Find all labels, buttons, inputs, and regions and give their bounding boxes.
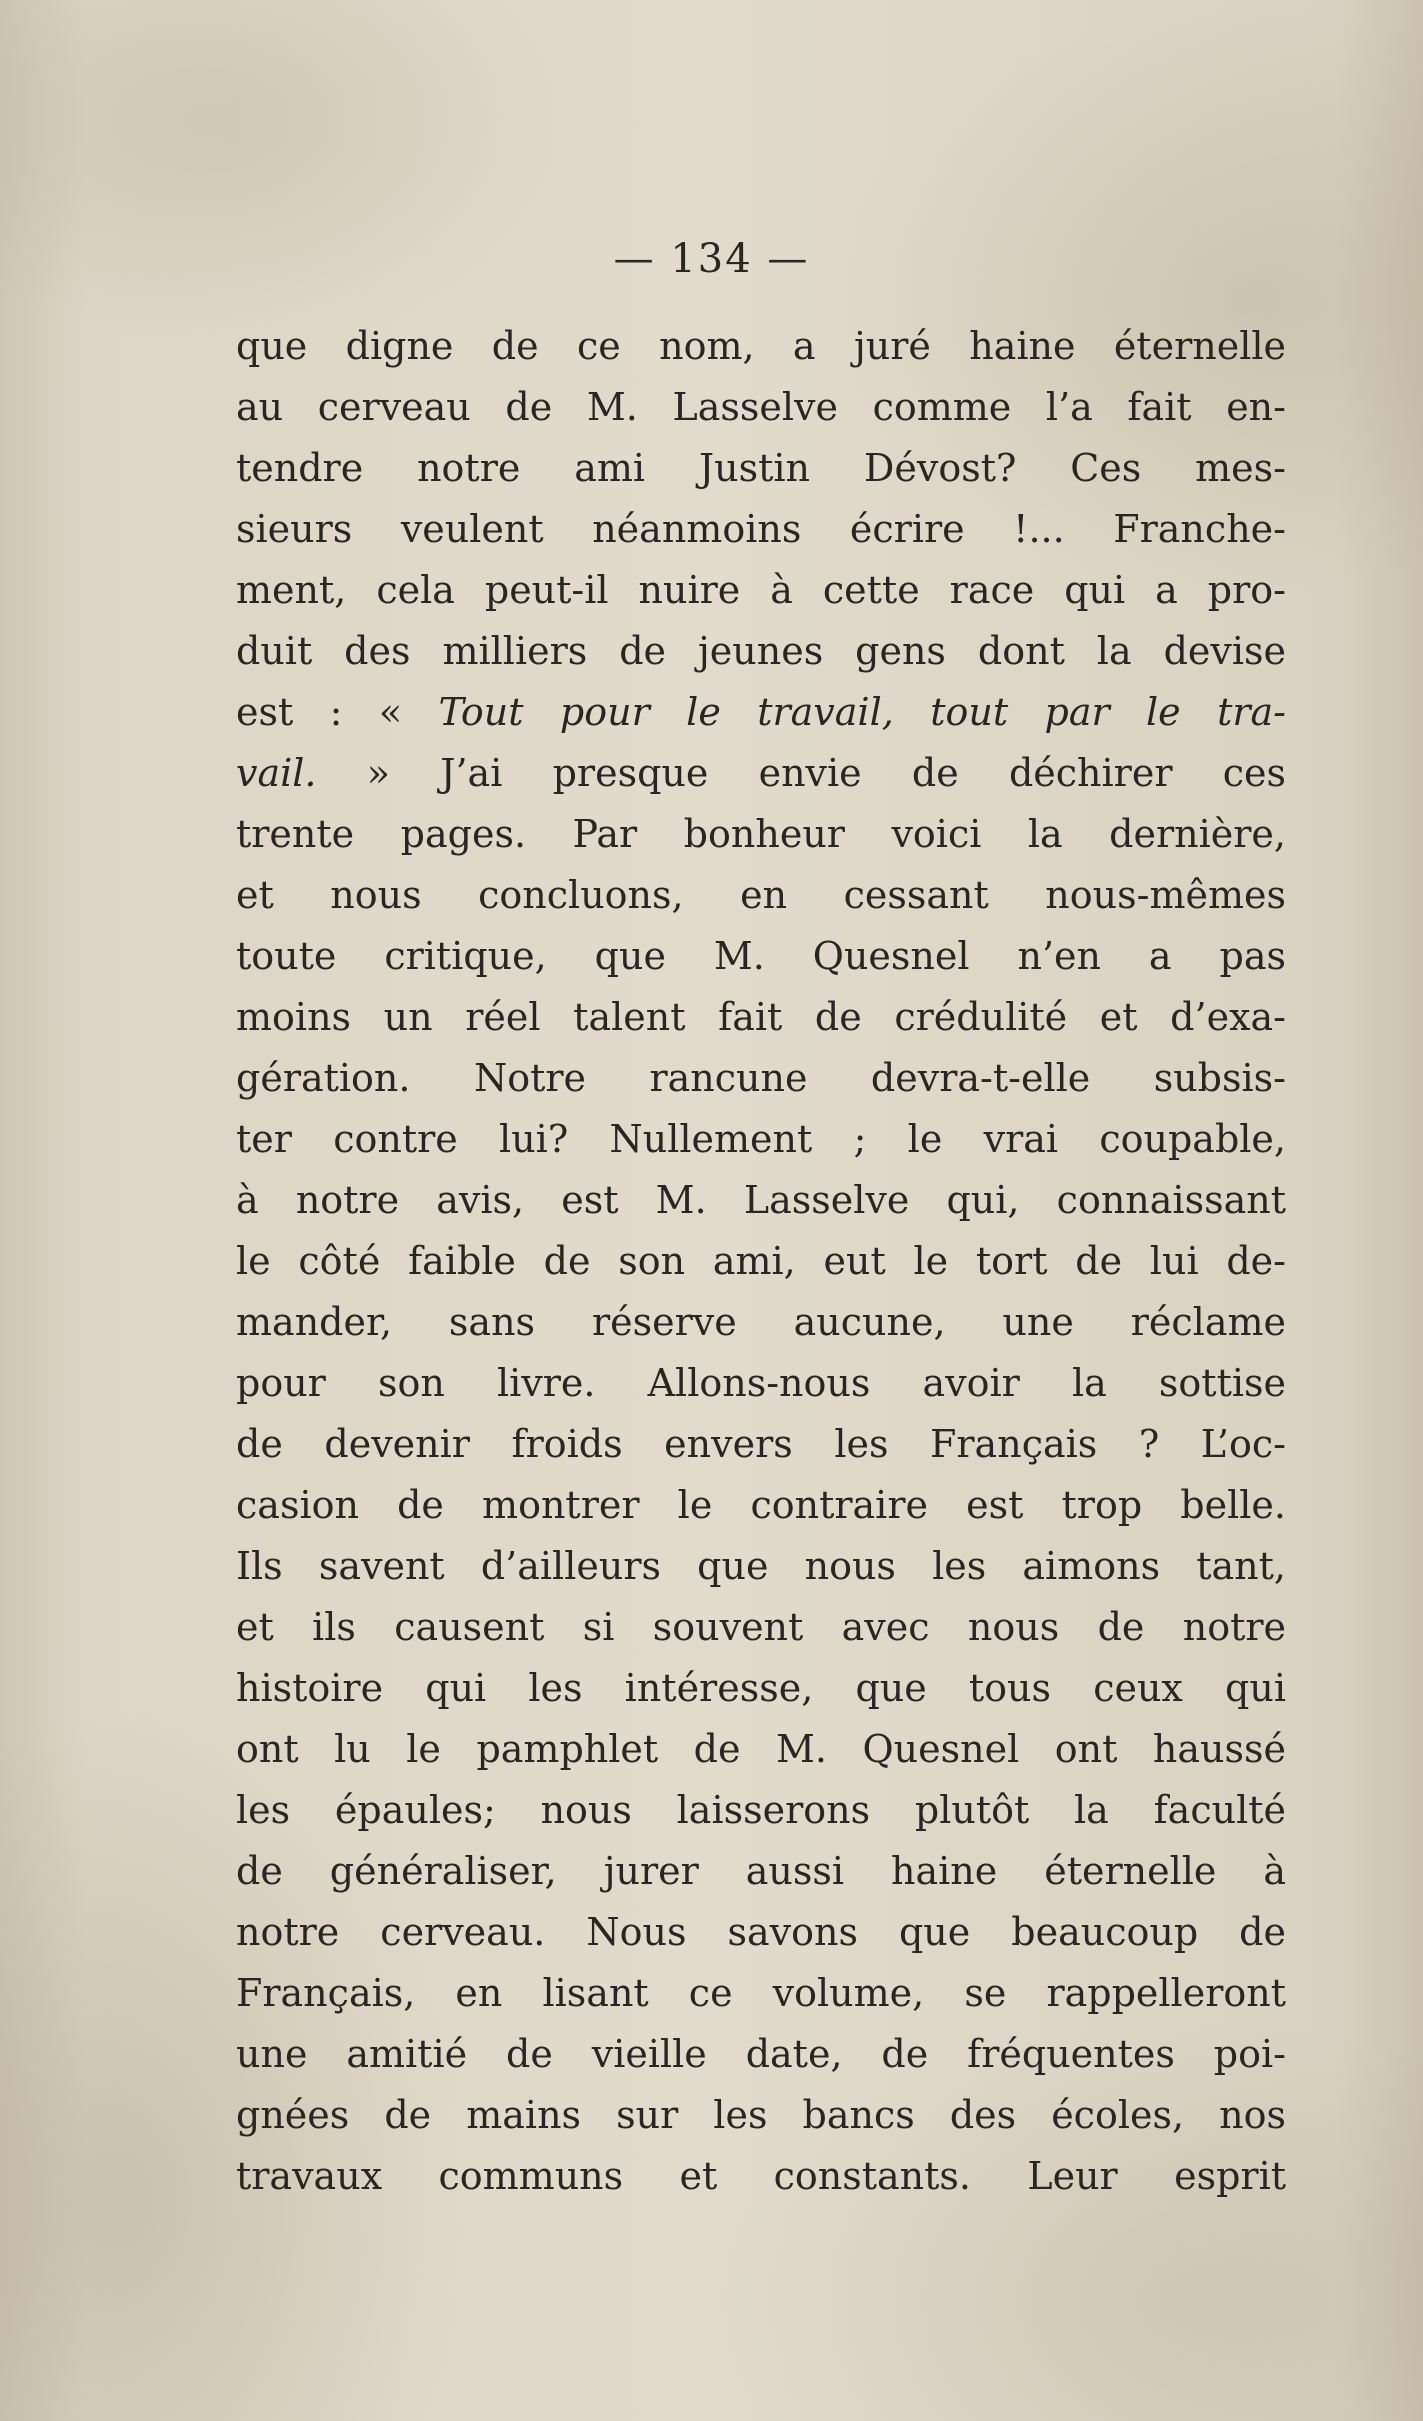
text-line: ont lu le pamphlet de M. Quesnel ont haussé (236, 1727, 1286, 1771)
text-line: au cerveau de M. Lasselve comme l’a fait en- (236, 385, 1286, 429)
text-line: ment, cela peut-il nuire à cette race qui a pro- (236, 568, 1286, 612)
text-line: sieurs veulent néanmoins écrire !... Franche- (236, 507, 1286, 551)
text-line: travaux communs et constants. Leur esprit (236, 2154, 1286, 2198)
text-line: Ils savent d’ailleurs que nous les aimons tant, (236, 1544, 1286, 1588)
text-line: moins un réel talent fait de crédulité et d’exa- (236, 995, 1286, 1039)
text-segment: est : « (236, 690, 439, 734)
text-line: et nous concluons, en cessant nous-mêmes (236, 873, 1286, 917)
text-line: notre cerveau. Nous savons que beaucoup de (236, 1910, 1286, 1954)
text-line: une amitié de vieille date, de fréquentes poi- (236, 2032, 1286, 2076)
text-line: de devenir froids envers les Français ? L’oc- (236, 1422, 1286, 1466)
text-line: ter contre lui? Nullement ; le vrai coupable, (236, 1117, 1286, 1161)
italic-quote: Tout pour le travail, tout par le tra- (438, 690, 1286, 734)
text-line: et ils causent si souvent avec nous de notre (236, 1605, 1286, 1649)
text-line: le côté faible de son ami, eut le tort de lui de- (236, 1239, 1286, 1283)
text-line: casion de montrer le contraire est trop belle. (236, 1483, 1286, 1527)
text-line: tendre notre ami Justin Dévost? Ces mes- (236, 446, 1286, 490)
text-segment: » J’ai presque envie de déchirer ces (316, 751, 1286, 795)
text-line: trente pages. Par bonheur voici la dernière, (236, 812, 1286, 856)
page-number: — 134 — (613, 236, 810, 282)
text-line: pour son livre. Allons-nous avoir la sottise (236, 1361, 1286, 1405)
text-line: toute critique, que M. Quesnel n’en a pas (236, 934, 1286, 978)
text-line: gération. Notre rancune devra-t-elle subsis- (236, 1056, 1286, 1100)
italic-quote: vail. (236, 751, 317, 795)
body-text (236, 316, 1286, 2207)
text-line: de généraliser, jurer aussi haine éternelle à (236, 1849, 1286, 1893)
text-line: duit des milliers de jeunes gens dont la devise (236, 629, 1286, 673)
text-line: les épaules; nous laisserons plutôt la faculté (236, 1788, 1286, 1832)
text-line: histoire qui les intéresse, que tous ceux qui (236, 1666, 1286, 1710)
text-line: Français, en lisant ce volume, se rappelleront (236, 1971, 1286, 2015)
text-line: à notre avis, est M. Lasselve qui, connaissant (236, 1178, 1286, 1222)
text-line: gnées de mains sur les bancs des écoles, nos (236, 2093, 1286, 2137)
text-line (236, 682, 1286, 743)
text-line: mander, sans réserve aucune, une réclame (236, 1300, 1286, 1344)
text-line: que digne de ce nom, a juré haine éternelle (236, 324, 1286, 368)
text-line (236, 743, 1286, 804)
